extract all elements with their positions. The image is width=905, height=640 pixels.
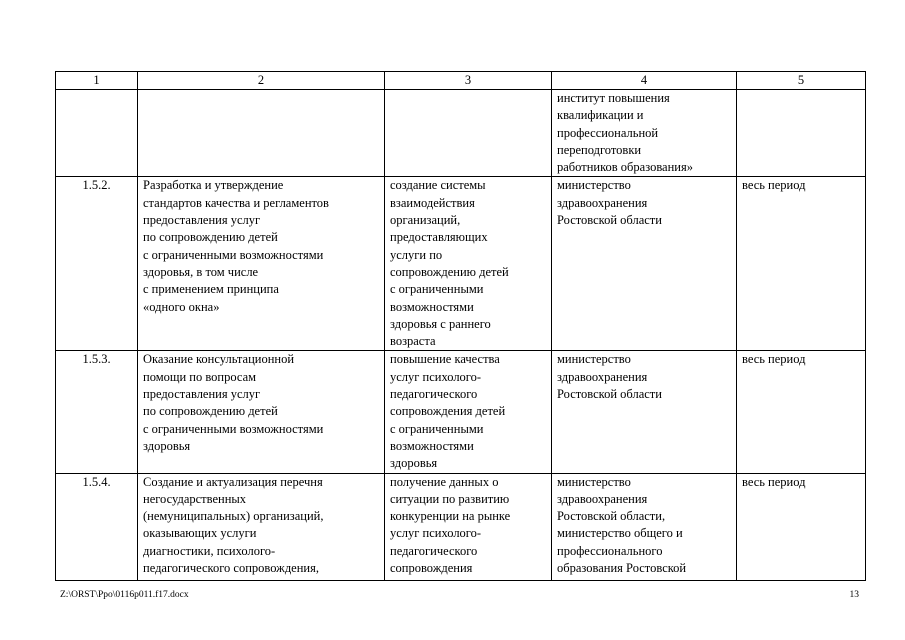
page-number: 13 xyxy=(849,590,859,600)
table-row xyxy=(56,473,866,580)
result-cell: получение данных о ситуации по развитию конкуренции на рынке услуг психолого- педагогического сопровождения xyxy=(385,473,552,580)
period-cell: весь период xyxy=(737,351,866,473)
result-cell: создание системы взаимодействия организаций, предоставляющих услуги по сопровождению детей с ограниченными возможностями здоровья с раннего возраста xyxy=(385,177,552,351)
table-row xyxy=(56,177,866,351)
executor-cell: министерство здравоохранения Ростовской области xyxy=(552,177,737,351)
result-cell xyxy=(385,90,552,177)
activity-cell: Оказание консультационной помощи по вопросам предоставления услуг по сопровождению детей с ограниченными возможностями здоровья xyxy=(138,351,385,473)
column-header: 2 xyxy=(138,72,385,90)
column-header: 4 xyxy=(552,72,737,90)
executor-cell: министерство здравоохранения Ростовской области, министерство общего и профессионального образования Ростовской xyxy=(552,473,737,580)
row-number: 1.5.2. xyxy=(56,177,138,351)
activity-cell xyxy=(138,90,385,177)
table-row xyxy=(56,351,866,473)
activity-cell: Создание и актуализация перечня негосударственных (немуниципальных) организаций, оказывающих услуги диагностики, психолого- педагогического сопровождения, xyxy=(138,473,385,580)
file-path: Z:\ORST\Ppo\0116p011.f17.docx xyxy=(60,590,189,600)
column-header: 5 xyxy=(737,72,866,90)
column-header: 3 xyxy=(385,72,552,90)
table-header-row xyxy=(56,72,866,90)
row-number: 1.5.4. xyxy=(56,473,138,580)
period-cell xyxy=(737,90,866,177)
executor-cell: институт повышения квалификации и профессиональной переподготовки работников образования» xyxy=(552,90,737,177)
column-header: 1 xyxy=(56,72,138,90)
period-cell: весь период xyxy=(737,473,866,580)
executor-cell: министерство здравоохранения Ростовской области xyxy=(552,351,737,473)
measures-table xyxy=(55,71,866,581)
activity-cell: Разработка и утверждение стандартов качества и регламентов предоставления услуг по сопровождению детей с ограниченными возможностями здоровья, в том числе с применением принципа «одного окна» xyxy=(138,177,385,351)
row-number: 1.5.3. xyxy=(56,351,138,473)
table-row xyxy=(56,90,866,177)
result-cell: повышение качества услуг психолого- педагогического сопровождения детей с ограниченными возможностями здоровья xyxy=(385,351,552,473)
period-cell: весь период xyxy=(737,177,866,351)
row-number xyxy=(56,90,138,177)
